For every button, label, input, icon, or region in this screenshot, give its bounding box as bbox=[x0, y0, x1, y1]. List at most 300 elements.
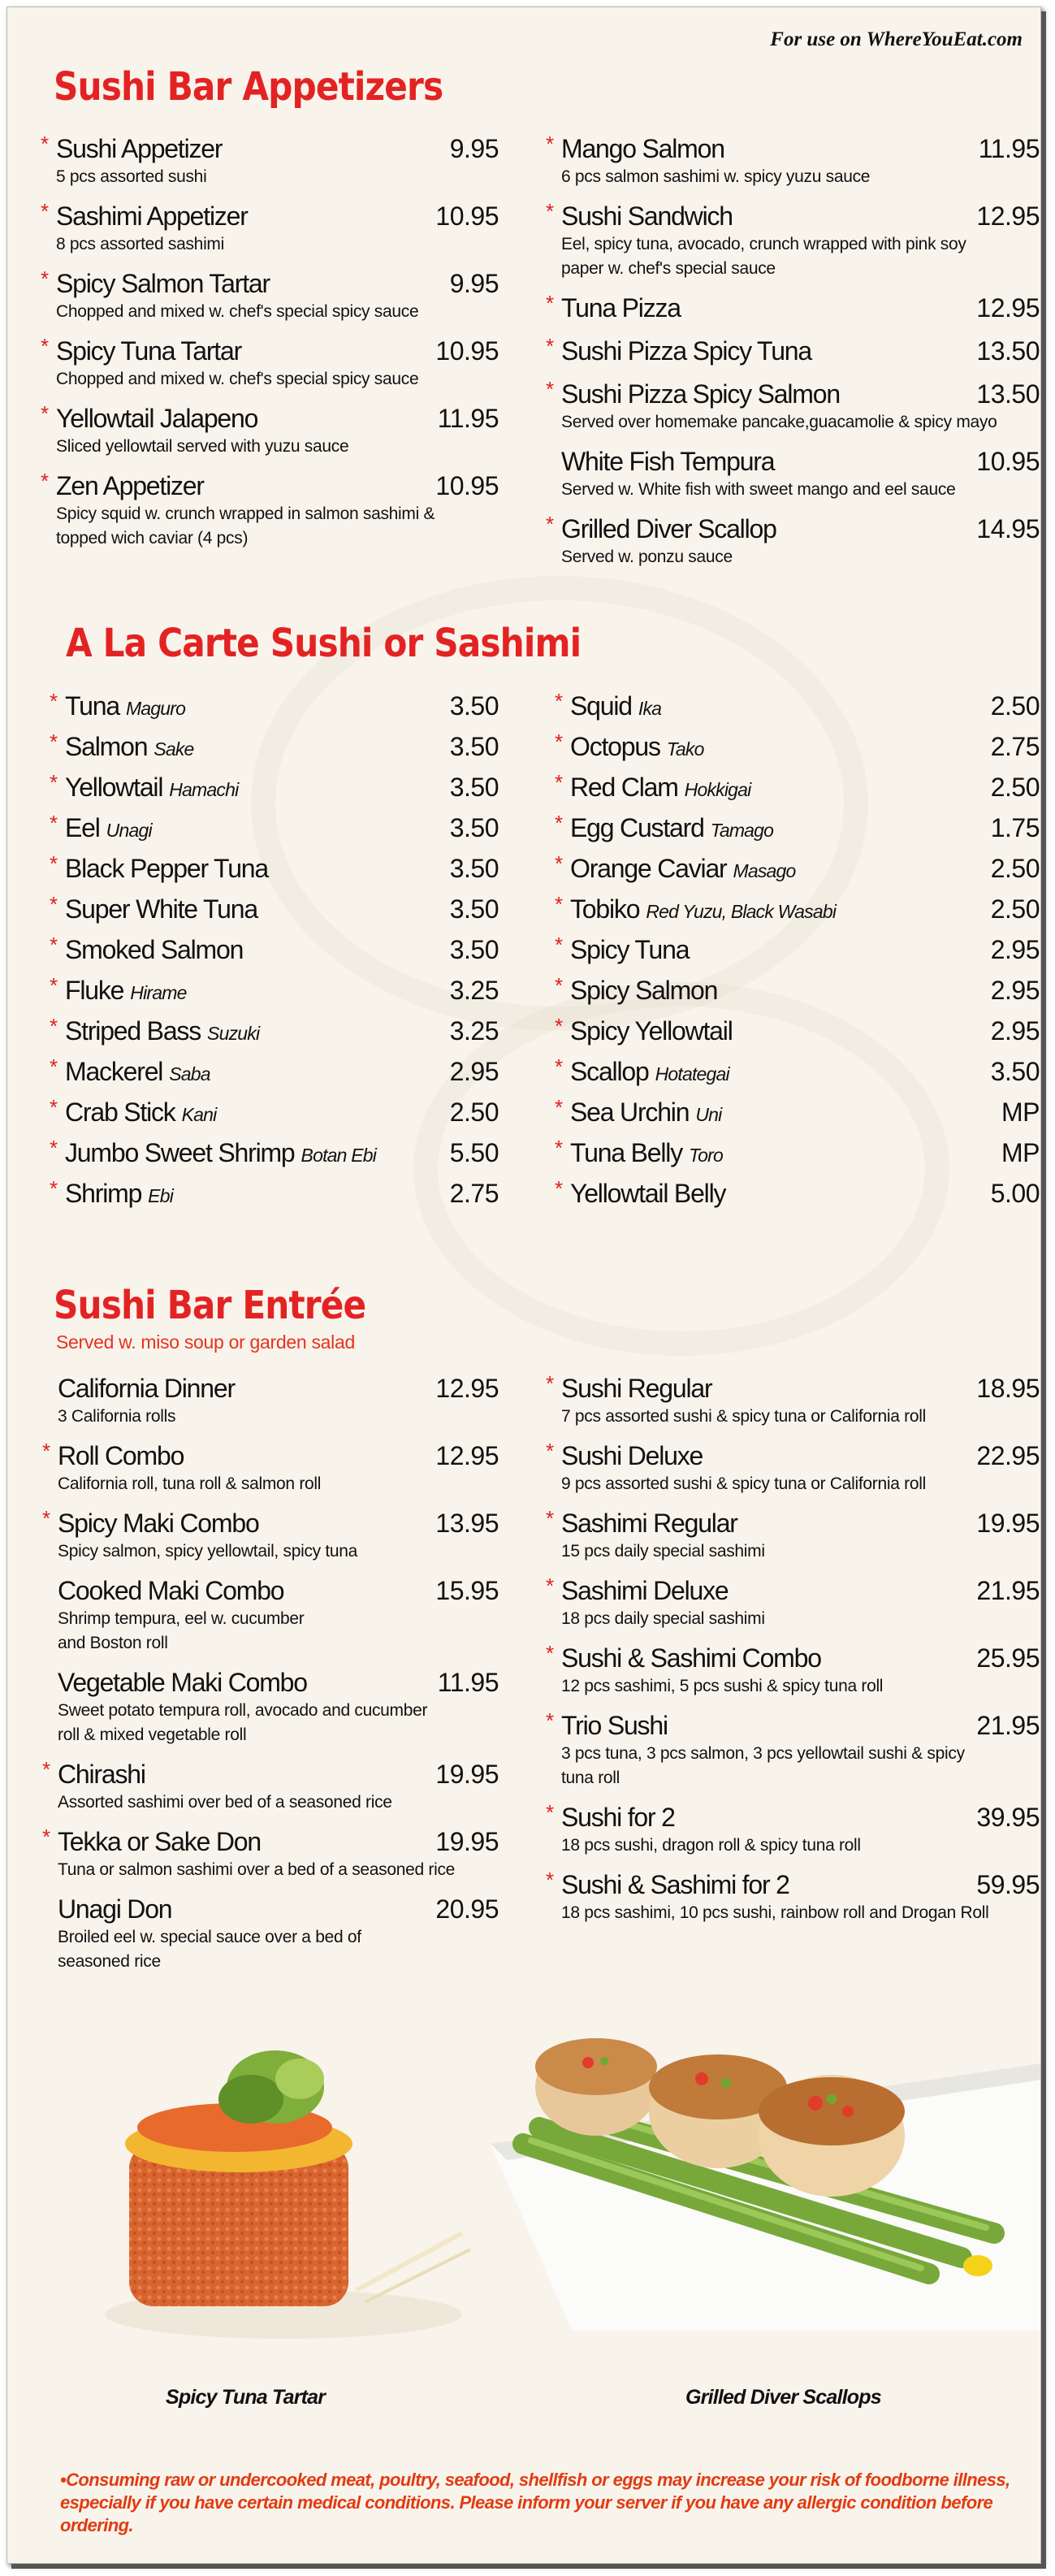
menu-item-price: 2.75 bbox=[990, 732, 1040, 761]
menu-item-name-wrap bbox=[41, 199, 248, 232]
menu-item-japanese-name: Saba bbox=[169, 1063, 210, 1085]
menu-item bbox=[555, 1136, 1040, 1169]
menu-item-name-wrap bbox=[50, 851, 268, 885]
menu-item-name: Red Clam bbox=[570, 773, 678, 802]
menu-item-row bbox=[561, 445, 1040, 478]
menu-item-name: Sashimi Appetizer bbox=[56, 201, 248, 231]
menu-item-name: White Fish Tempura bbox=[561, 447, 775, 476]
menu-item-name: Trio Sushi bbox=[561, 1711, 668, 1740]
menu-item-price: 20.95 bbox=[435, 1894, 499, 1924]
menu-item-name-wrap bbox=[41, 266, 270, 300]
menu-item-row bbox=[50, 892, 499, 925]
menu-item-price: 9.95 bbox=[449, 134, 499, 163]
menu-item-price: 2.50 bbox=[990, 691, 1040, 721]
menu-item-name-wrap bbox=[546, 334, 811, 367]
menu-item-name: Crab Stick bbox=[65, 1098, 175, 1127]
menu-item bbox=[50, 730, 499, 763]
menu-item-description: Chopped and mixed w. chef's special spicy sauce bbox=[56, 370, 419, 388]
menu-item bbox=[546, 1439, 1040, 1496]
menu-item-name-wrap bbox=[546, 512, 776, 545]
menu-item-description: 18 pcs sashimi, 10 pcs sushi, rainbow roll and Drogan Roll bbox=[561, 1903, 989, 1922]
menu-item-name: Egg Custard bbox=[570, 813, 704, 842]
menu-item-row bbox=[50, 1176, 499, 1210]
menu-item-name-wrap bbox=[58, 1372, 235, 1405]
raw-item-asterisk: * bbox=[546, 334, 553, 358]
menu-item-price: 3.50 bbox=[449, 813, 499, 842]
menu-item-name-wrap bbox=[58, 1666, 307, 1699]
menu-item-name-wrap bbox=[50, 1176, 174, 1212]
menu-item-row bbox=[546, 1708, 1040, 1742]
menu-item-name: Mackerel bbox=[65, 1057, 163, 1086]
menu-item-row bbox=[41, 334, 499, 367]
menu-item-row bbox=[555, 933, 1040, 966]
menu-item-price: 2.50 bbox=[990, 894, 1040, 924]
menu-item-description: topped wich caviar (4 pcs) bbox=[56, 529, 249, 548]
menu-item bbox=[50, 851, 499, 885]
menu-item-name-wrap bbox=[555, 1054, 729, 1090]
menu-item-name: Super White Tuna bbox=[65, 894, 257, 924]
menu-item-japanese-name: Ika bbox=[638, 698, 662, 719]
menu-item-row bbox=[41, 132, 499, 165]
menu-item-price: 5.50 bbox=[449, 1138, 499, 1167]
menu-item-name: Sashimi Deluxe bbox=[561, 1576, 729, 1605]
menu-item-name: Spicy Salmon bbox=[570, 976, 718, 1005]
menu-item-description: seasoned rice bbox=[58, 1952, 161, 1971]
menu-item-name-wrap bbox=[555, 1136, 723, 1171]
menu-item-row bbox=[555, 1136, 1040, 1169]
menu-item bbox=[41, 401, 499, 459]
menu-item bbox=[50, 1136, 499, 1169]
menu-item bbox=[546, 377, 1040, 435]
menu-item-row bbox=[555, 1054, 1040, 1088]
menu-item-price: MP bbox=[1001, 1138, 1040, 1167]
menu-item bbox=[546, 1506, 1040, 1564]
menu-item-row bbox=[50, 730, 499, 763]
raw-item-asterisk: * bbox=[50, 973, 57, 998]
menu-item-row bbox=[546, 291, 1040, 324]
menu-item bbox=[546, 291, 1040, 324]
menu-item-name-wrap bbox=[561, 445, 774, 478]
menu-item-price: 1.75 bbox=[990, 813, 1040, 842]
raw-item-asterisk: * bbox=[41, 469, 48, 493]
menu-item-japanese-name: Hamachi bbox=[169, 779, 239, 800]
spicy-tuna-tartar-photo bbox=[89, 2022, 478, 2347]
menu-item-name: Yellowtail bbox=[65, 773, 163, 802]
menu-item-price: 59.95 bbox=[976, 1870, 1040, 1899]
raw-item-asterisk: * bbox=[546, 1641, 553, 1665]
menu-item-price: 10.95 bbox=[435, 201, 499, 231]
menu-item-row bbox=[546, 1800, 1040, 1834]
raw-item-asterisk: * bbox=[50, 1014, 57, 1038]
menu-item-price: 12.95 bbox=[976, 201, 1040, 231]
menu-item-name: Spicy Tuna Tartar bbox=[56, 336, 242, 366]
menu-item bbox=[58, 1893, 499, 1974]
menu-item-name-wrap bbox=[555, 1014, 733, 1047]
menu-item-name-wrap bbox=[41, 334, 242, 367]
menu-item-name: Octopus bbox=[570, 732, 660, 761]
raw-item-asterisk: * bbox=[41, 266, 48, 291]
menu-item-row bbox=[50, 1095, 499, 1128]
menu-item-description: 8 pcs assorted sashimi bbox=[56, 235, 224, 253]
menu-item-price: 3.50 bbox=[990, 1057, 1040, 1086]
menu-item-name: Spicy Salmon Tartar bbox=[56, 269, 270, 298]
menu-item bbox=[58, 1666, 499, 1747]
menu-item-row bbox=[58, 1574, 499, 1607]
menu-item-name-wrap bbox=[546, 199, 733, 232]
menu-item-name-wrap bbox=[50, 1054, 210, 1090]
menu-item-name-wrap bbox=[546, 1439, 703, 1472]
menu-item-name-wrap bbox=[546, 291, 681, 324]
menu-item bbox=[546, 512, 1040, 569]
menu-item-price: 3.25 bbox=[449, 976, 499, 1005]
menu-item-name: Cooked Maki Combo bbox=[58, 1576, 284, 1605]
menu-item-price: 10.95 bbox=[435, 336, 499, 366]
menu-item-name: Yellowtail Jalapeno bbox=[56, 404, 258, 433]
menu-item-name: Jumbo Sweet Shrimp bbox=[65, 1138, 295, 1167]
menu-item-description: 6 pcs salmon sashimi w. spicy yuzu sauce bbox=[561, 167, 871, 186]
menu-item-row bbox=[58, 1372, 499, 1405]
menu-item-price: 2.95 bbox=[990, 976, 1040, 1005]
menu-item-name-wrap bbox=[50, 1014, 260, 1050]
menu-item-name: Vegetable Maki Combo bbox=[58, 1668, 307, 1697]
menu-item-description: 18 pcs daily special sashimi bbox=[561, 1609, 765, 1628]
raw-item-asterisk: * bbox=[546, 1800, 553, 1825]
site-note: For use on WhereYouEat.com bbox=[770, 28, 1023, 50]
raw-item-asterisk: * bbox=[555, 933, 562, 957]
menu-item bbox=[555, 933, 1040, 966]
raw-item-asterisk: * bbox=[42, 1506, 50, 1530]
menu-item-name: Sushi Sandwich bbox=[561, 201, 733, 231]
menu-item-name: Roll Combo bbox=[58, 1441, 184, 1470]
menu-item-name-wrap bbox=[41, 132, 223, 165]
menu-item-price: 39.95 bbox=[976, 1803, 1040, 1832]
menu-item-description: Eel, spicy tuna, avocado, crunch wrapped with pink soy bbox=[561, 235, 966, 253]
menu-item bbox=[50, 973, 499, 1007]
menu-item-row bbox=[50, 851, 499, 885]
menu-item-description: Served over homemake pancake,guacamolie & spicy mayo bbox=[561, 413, 997, 431]
menu-item-japanese-name: Uni bbox=[695, 1104, 722, 1125]
menu-item bbox=[555, 1095, 1040, 1128]
menu-item-description: Tuna or salmon sashimi over a bed of a seasoned rice bbox=[58, 1860, 456, 1879]
menu-item-price: 21.95 bbox=[976, 1576, 1040, 1605]
menu-item-name: Sashimi Regular bbox=[561, 1509, 737, 1538]
section-title-alacarte: A La Carte Sushi or Sashimi bbox=[66, 621, 582, 666]
menu-item-name-wrap bbox=[546, 1574, 729, 1607]
menu-item-name: Tuna Pizza bbox=[561, 293, 681, 323]
menu-item bbox=[546, 1574, 1040, 1631]
menu-item-row bbox=[546, 132, 1040, 165]
menu-item-name: Chirashi bbox=[58, 1760, 145, 1789]
menu-item bbox=[50, 1014, 499, 1047]
menu-item-description: Shrimp tempura, eel w. cucumber bbox=[58, 1609, 305, 1628]
menu-item-name: Spicy Tuna bbox=[570, 935, 690, 964]
menu-item-name: Sushi & Sashimi for 2 bbox=[561, 1870, 789, 1899]
menu-item-row bbox=[50, 933, 499, 966]
menu-item-price: 2.50 bbox=[990, 854, 1040, 883]
menu-item-price: MP bbox=[1001, 1098, 1040, 1127]
menu-item-row bbox=[50, 1054, 499, 1088]
menu-item-description: 9 pcs assorted sushi & spicy tuna or California roll bbox=[561, 1474, 926, 1493]
raw-item-asterisk: * bbox=[546, 1371, 553, 1396]
menu-item-row bbox=[555, 973, 1040, 1007]
menu-item-name-wrap bbox=[555, 933, 690, 966]
entree-right-column bbox=[546, 1371, 1040, 1936]
menu-item-description: tuna roll bbox=[561, 1769, 620, 1787]
menu-item-japanese-name: Kani bbox=[181, 1104, 217, 1125]
menu-item-row bbox=[50, 1136, 499, 1169]
raw-item-asterisk: * bbox=[50, 811, 57, 835]
menu-item-price: 3.50 bbox=[449, 935, 499, 964]
raw-item-asterisk: * bbox=[50, 1176, 57, 1201]
photo-caption-right: Grilled Diver Scallops bbox=[685, 2386, 881, 2409]
menu-item-japanese-name: Toro bbox=[689, 1145, 723, 1166]
menu-item-japanese-name: Maguro bbox=[125, 698, 186, 719]
grilled-diver-scallops-photo bbox=[474, 1989, 1041, 2331]
section-subtitle-entree: Served w. miso soup or garden salad bbox=[56, 1331, 355, 1353]
raw-item-asterisk: * bbox=[546, 132, 553, 156]
raw-item-asterisk: * bbox=[41, 401, 48, 426]
raw-item-asterisk: * bbox=[555, 1136, 562, 1160]
menu-item-name-wrap bbox=[50, 1136, 377, 1171]
menu-item bbox=[50, 811, 499, 844]
menu-item-name-wrap bbox=[555, 973, 718, 1007]
menu-item-row bbox=[555, 770, 1040, 803]
menu-item-japanese-name: Tamago bbox=[710, 820, 774, 841]
menu-item-japanese-name: Botan Ebi bbox=[301, 1145, 377, 1166]
menu-item bbox=[561, 445, 1040, 502]
raw-item-asterisk: * bbox=[50, 851, 57, 876]
menu-item-row bbox=[555, 811, 1040, 844]
menu-item-name-wrap bbox=[555, 892, 837, 928]
menu-item-price: 3.50 bbox=[449, 732, 499, 761]
section-title-entree: Sushi Bar Entrée bbox=[54, 1283, 366, 1328]
menu-item-name-wrap bbox=[41, 401, 258, 435]
menu-item-name: Shrimp bbox=[65, 1179, 142, 1208]
menu-item bbox=[50, 1095, 499, 1128]
menu-item-row bbox=[41, 469, 499, 502]
menu-item-name-wrap bbox=[555, 1176, 726, 1210]
menu-item-name: Striped Bass bbox=[65, 1016, 201, 1046]
menu-item-name-wrap bbox=[42, 1439, 184, 1472]
menu-item-price: 18.95 bbox=[976, 1374, 1040, 1403]
menu-item bbox=[42, 1506, 499, 1564]
menu-item-price: 10.95 bbox=[435, 471, 499, 500]
raw-item-asterisk: * bbox=[555, 811, 562, 835]
menu-item-price: 5.00 bbox=[990, 1179, 1040, 1208]
menu-item-name: Sushi & Sashimi Combo bbox=[561, 1643, 821, 1673]
menu-item-row bbox=[58, 1893, 499, 1925]
menu-item-name: Orange Caviar bbox=[570, 854, 727, 883]
menu-item-name-wrap bbox=[42, 1757, 145, 1790]
menu-item-description: 5 pcs assorted sushi bbox=[56, 167, 207, 186]
menu-item bbox=[555, 892, 1040, 925]
menu-item-price: 13.50 bbox=[976, 379, 1040, 409]
appetizers-left-column bbox=[41, 132, 499, 561]
raw-item-asterisk: * bbox=[546, 1868, 553, 1892]
menu-item-name-wrap bbox=[41, 469, 204, 502]
raw-item-asterisk: * bbox=[546, 199, 553, 223]
menu-item-name-wrap bbox=[546, 1506, 737, 1539]
raw-item-asterisk: * bbox=[555, 730, 562, 754]
menu-item-row bbox=[555, 1176, 1040, 1210]
menu-item-name: Smoked Salmon bbox=[65, 935, 244, 964]
menu-item-name: Eel bbox=[65, 813, 100, 842]
raw-item-asterisk: * bbox=[50, 1095, 57, 1119]
menu-item-row bbox=[546, 1868, 1040, 1901]
menu-item-name: Mango Salmon bbox=[561, 134, 724, 163]
menu-item-price: 25.95 bbox=[976, 1643, 1040, 1673]
menu-item-price: 22.95 bbox=[976, 1441, 1040, 1470]
menu-item-price: 3.50 bbox=[449, 773, 499, 802]
menu-item-name: Sushi Pizza Spicy Tuna bbox=[561, 336, 811, 366]
menu-item-name: Zen Appetizer bbox=[56, 471, 204, 500]
menu-item bbox=[546, 1868, 1040, 1925]
menu-item-price: 19.95 bbox=[435, 1827, 499, 1856]
menu-item-row bbox=[546, 334, 1040, 367]
menu-item-price: 12.95 bbox=[435, 1374, 499, 1403]
menu-item-row bbox=[555, 689, 1040, 722]
photo-caption-left: Spicy Tuna Tartar bbox=[166, 2386, 326, 2409]
raw-item-asterisk: * bbox=[50, 1054, 57, 1079]
menu-item bbox=[555, 770, 1040, 803]
menu-item bbox=[42, 1757, 499, 1815]
menu-item-description: 3 pcs tuna, 3 pcs salmon, 3 pcs yellowtail sushi & spicy bbox=[561, 1744, 965, 1763]
alacarte-left-column bbox=[50, 689, 499, 1218]
menu-item-row bbox=[42, 1757, 499, 1790]
menu-item-price: 15.95 bbox=[435, 1576, 499, 1605]
menu-item-description: Sweet potato tempura roll, avocado and cucumber bbox=[58, 1701, 428, 1720]
menu-item bbox=[50, 1054, 499, 1088]
menu-item-row bbox=[42, 1506, 499, 1539]
menu-item-description: Served w. White fish with sweet mango and eel sauce bbox=[561, 480, 956, 499]
menu-item-name: Squid bbox=[570, 691, 632, 721]
menu-item-name: Sea Urchin bbox=[570, 1098, 690, 1127]
raw-item-asterisk: * bbox=[41, 334, 48, 358]
menu-item bbox=[555, 811, 1040, 844]
raw-item-asterisk: * bbox=[555, 851, 562, 876]
menu-item-price: 2.95 bbox=[990, 935, 1040, 964]
menu-item bbox=[546, 199, 1040, 281]
menu-item-price: 3.50 bbox=[449, 691, 499, 721]
menu-item-name: Sushi Deluxe bbox=[561, 1441, 703, 1470]
menu-item-name: Sushi Pizza Spicy Salmon bbox=[561, 379, 840, 409]
menu-item-price: 12.95 bbox=[435, 1441, 499, 1470]
menu-item-name-wrap bbox=[50, 811, 152, 846]
raw-item-asterisk: * bbox=[555, 1054, 562, 1079]
menu-item-name-wrap bbox=[546, 1868, 789, 1901]
menu-item-description: Sliced yellowtail served with yuzu sauce bbox=[56, 437, 349, 456]
menu-item-japanese-name: Suzuki bbox=[207, 1023, 260, 1044]
menu-item-name: Scallop bbox=[570, 1057, 649, 1086]
menu-item-row bbox=[555, 730, 1040, 763]
menu-item bbox=[41, 132, 499, 189]
menu-item bbox=[58, 1372, 499, 1429]
menu-item-price: 9.95 bbox=[449, 269, 499, 298]
raw-item-asterisk: * bbox=[50, 730, 57, 754]
menu-item-description: Spicy salmon, spicy yellowtail, spicy tuna bbox=[58, 1542, 358, 1561]
menu-item-name-wrap bbox=[546, 1800, 675, 1834]
raw-item-asterisk: * bbox=[42, 1825, 50, 1849]
menu-item-row bbox=[555, 1014, 1040, 1047]
menu-item-name: Yellowtail Belly bbox=[570, 1179, 726, 1208]
menu-item-japanese-name: Hirame bbox=[130, 982, 187, 1003]
menu-item-row bbox=[546, 512, 1040, 545]
menu-item bbox=[41, 334, 499, 392]
raw-item-asterisk: * bbox=[546, 291, 553, 315]
entree-left-column bbox=[42, 1372, 499, 1985]
menu-item-name: Sushi for 2 bbox=[561, 1803, 675, 1832]
menu-item-name-wrap bbox=[50, 770, 239, 806]
menu-item-price: 21.95 bbox=[976, 1711, 1040, 1740]
menu-item bbox=[555, 730, 1040, 763]
menu-item-row bbox=[546, 1506, 1040, 1539]
menu-item-price: 11.95 bbox=[437, 404, 499, 433]
raw-item-asterisk: * bbox=[546, 1708, 553, 1733]
menu-item-name-wrap bbox=[58, 1893, 171, 1925]
menu-item-name: Fluke bbox=[65, 976, 124, 1005]
menu-item-row bbox=[546, 1574, 1040, 1607]
menu-item bbox=[546, 1708, 1040, 1790]
menu-item-price: 13.95 bbox=[435, 1509, 499, 1538]
menu-item bbox=[50, 770, 499, 803]
menu-item bbox=[546, 334, 1040, 367]
raw-item-asterisk: * bbox=[555, 1014, 562, 1038]
menu-item bbox=[555, 1176, 1040, 1210]
menu-item-row bbox=[546, 377, 1040, 410]
raw-item-asterisk: * bbox=[50, 892, 57, 916]
menu-item-row bbox=[50, 770, 499, 803]
menu-item bbox=[50, 933, 499, 966]
menu-item-price: 19.95 bbox=[976, 1509, 1040, 1538]
menu-item bbox=[58, 1574, 499, 1656]
menu-item-description: 3 California rolls bbox=[58, 1407, 176, 1426]
raw-item-asterisk: * bbox=[555, 1176, 562, 1201]
raw-item-asterisk: * bbox=[555, 770, 562, 794]
menu-item bbox=[546, 1641, 1040, 1699]
raw-item-asterisk: * bbox=[42, 1439, 50, 1463]
menu-item-description: Spicy squid w. crunch wrapped in salmon sashimi & bbox=[56, 504, 435, 523]
menu-item-name-wrap bbox=[42, 1825, 261, 1858]
menu-item-row bbox=[546, 1371, 1040, 1405]
menu-item-description: roll & mixed vegetable roll bbox=[58, 1725, 247, 1744]
menu-item-row bbox=[41, 401, 499, 435]
menu-item bbox=[42, 1825, 499, 1882]
menu-item-price: 11.95 bbox=[978, 134, 1040, 163]
raw-item-asterisk: * bbox=[555, 1095, 562, 1119]
menu-item-japanese-name: Red Yuzu, Black Wasabi bbox=[646, 901, 837, 922]
menu-item-name: Sushi Regular bbox=[561, 1374, 712, 1403]
menu-item-price: 2.95 bbox=[990, 1016, 1040, 1046]
menu-item bbox=[41, 199, 499, 257]
menu-item-description: 15 pcs daily special sashimi bbox=[561, 1542, 765, 1561]
menu-item-price: 11.95 bbox=[437, 1668, 499, 1697]
menu-item-description: and Boston roll bbox=[58, 1634, 168, 1652]
menu-item-row bbox=[41, 199, 499, 232]
menu-item-name-wrap bbox=[50, 933, 244, 966]
raw-item-asterisk: * bbox=[41, 199, 48, 223]
menu-item-row bbox=[58, 1666, 499, 1699]
menu-item bbox=[555, 973, 1040, 1007]
menu-item bbox=[42, 1439, 499, 1496]
menu-item-description: Chopped and mixed w. chef's special spicy sauce bbox=[56, 302, 419, 321]
menu-item-name: Tekka or Sake Don bbox=[58, 1827, 261, 1856]
menu-item bbox=[41, 266, 499, 324]
raw-item-asterisk: * bbox=[50, 933, 57, 957]
menu-item-name: Unagi Don bbox=[58, 1894, 172, 1924]
menu-item-name-wrap bbox=[50, 689, 186, 725]
menu-item-description: California roll, tuna roll & salmon roll bbox=[58, 1474, 322, 1493]
menu-item-row bbox=[50, 811, 499, 844]
